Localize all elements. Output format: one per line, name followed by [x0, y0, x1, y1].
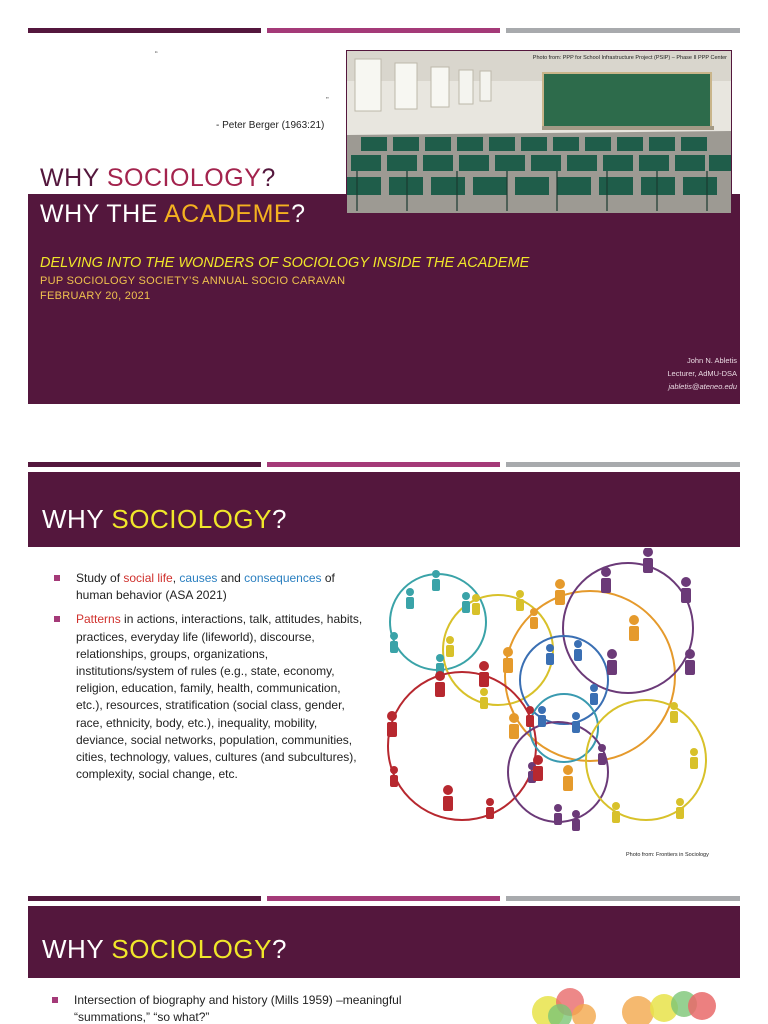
photo-credit: Photo from: Frontiers in Sociology: [626, 852, 709, 858]
accent-stripe-magenta: [267, 28, 500, 33]
accent-stripe-gray: [506, 896, 740, 901]
classroom-image: [347, 51, 731, 213]
author-email: jabletis@ateneo.edu: [668, 382, 737, 391]
slide-heading: WHY SOCIOLOGY?: [42, 934, 287, 964]
accent-stripe-gray: [506, 462, 740, 467]
photo-credit: Photo from: PPP for School Infrastructure Project (PSIP) – Phase II PPP Center: [532, 55, 727, 61]
bullet-marker: [54, 616, 60, 622]
accent-stripe-dark: [28, 896, 261, 901]
accent-stripe-gray: [506, 28, 740, 33]
bullet-item: Intersection of biography and history (Mills 1959) –meaningful “summations,” “so what?”: [52, 992, 452, 1024]
venn-bubbles-illustration: [524, 982, 724, 1024]
accent-stripe-dark: [28, 462, 261, 467]
event-date: FEBRUARY 20, 2021: [40, 290, 151, 302]
quote-attribution: - Peter Berger (1963:21): [216, 120, 325, 131]
slide-1: [28, 28, 740, 404]
title-line-2: WHY THE ACADEME?: [40, 200, 306, 228]
quote-open: “: [155, 50, 158, 59]
bullet-marker: [52, 997, 58, 1003]
quote-close: ”: [326, 96, 329, 105]
event-name: PUP SOCIOLOGY SOCIETY’S ANNUAL SOCIO CARAVAN: [40, 275, 346, 287]
social-network-illustration: [380, 548, 720, 848]
slide-2: [28, 462, 740, 878]
subtitle: DELVING INTO THE WONDERS OF SOCIOLOGY INSIDE THE ACADEME: [40, 255, 530, 271]
bullet-marker: [54, 575, 60, 581]
accent-stripe-dark: [28, 28, 261, 33]
slide-heading: WHY SOCIOLOGY?: [42, 504, 287, 534]
title-line-1: WHY SOCIOLOGY?: [40, 164, 276, 192]
author-role: Lecturer, AdMU-DSA: [667, 369, 737, 378]
classroom-photo: [346, 50, 732, 214]
bullet-list: [54, 570, 364, 790]
bullet-list: [52, 992, 452, 1024]
bullet-item: Patterns in actions, interactions, talk, attitudes, habits, practices, everyday life (lifeworld), discourse, relationships, groups, organizations, institutions/system of rules (e.g., state, economy, religion, education, family, health, communication, etc.), resources, stratification (social class, gender, race, ethnicity, body, etc.), inequality, mobility, deviance, social networks, population, communities, cities, technology, values, cultures (and subcultures), complexity, social change, etc.: [54, 611, 364, 783]
accent-stripe-magenta: [267, 462, 500, 467]
accent-stripe-magenta: [267, 896, 500, 901]
slide-3: [28, 896, 740, 1024]
bullet-item: Study of social life, causes and consequences of human behavior (ASA 2021): [54, 570, 364, 604]
author-name: John N. Abletis: [686, 356, 737, 365]
